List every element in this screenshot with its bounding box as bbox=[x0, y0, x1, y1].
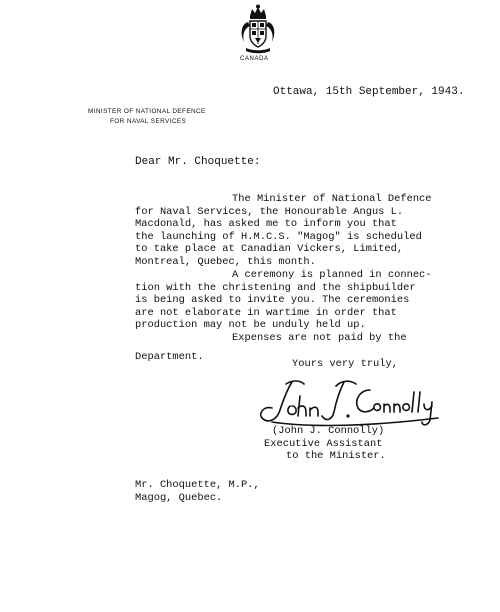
body-line: production may not be unduly held up. bbox=[135, 319, 366, 331]
addressee-block bbox=[135, 479, 260, 504]
office-title-line2: FOR NAVAL SERVICES bbox=[110, 118, 187, 125]
body-line: for Naval Services, the Honourable Angus L. bbox=[135, 205, 404, 218]
signer-block bbox=[264, 425, 386, 463]
country-name: CANADA bbox=[240, 56, 269, 62]
body-line: Department. bbox=[135, 350, 204, 363]
body-line: the launching of H.M.C.S. "Magog" is scheduled bbox=[135, 230, 422, 243]
closing: Yours very truly, bbox=[292, 358, 399, 370]
body-line: Expenses are not paid by the bbox=[232, 332, 407, 344]
body-line: to take place at Canadian Vickers, Limited, bbox=[135, 243, 404, 255]
addressee-line: Magog, Quebec. bbox=[135, 491, 223, 504]
signer-title: Executive Assistant bbox=[264, 437, 383, 450]
signer-title: to the Minister. bbox=[286, 450, 386, 462]
body-line: Macdonald, has asked me to inform you that bbox=[135, 218, 397, 230]
addressee-line: Mr. Choquette, M.P., bbox=[135, 479, 260, 491]
dateline: Ottawa, 15th September, 1943. bbox=[273, 86, 465, 98]
body-line: Montreal, Quebec, this month. bbox=[135, 255, 316, 268]
salutation: Dear Mr. Choquette: bbox=[135, 156, 261, 168]
office-title-line1: MINISTER OF NATIONAL DEFENCE bbox=[88, 108, 206, 115]
coat-of-arms-icon bbox=[238, 4, 278, 54]
body-line: is being asked to invite you. The ceremonies bbox=[135, 294, 410, 306]
body-line: tion with the christening and the shipbuilder bbox=[135, 281, 416, 294]
signer-name: (John J. Connolly) bbox=[272, 425, 385, 437]
body-paragraph-2 bbox=[135, 269, 432, 332]
body-paragraph-1 bbox=[135, 193, 432, 268]
body-line: The Minister of National Defence bbox=[232, 193, 432, 205]
body-line: are not elaborate in wartime in order that bbox=[135, 306, 397, 319]
handwritten-signature bbox=[252, 376, 444, 432]
body-line: A ceremony is planned in connec- bbox=[232, 269, 432, 281]
